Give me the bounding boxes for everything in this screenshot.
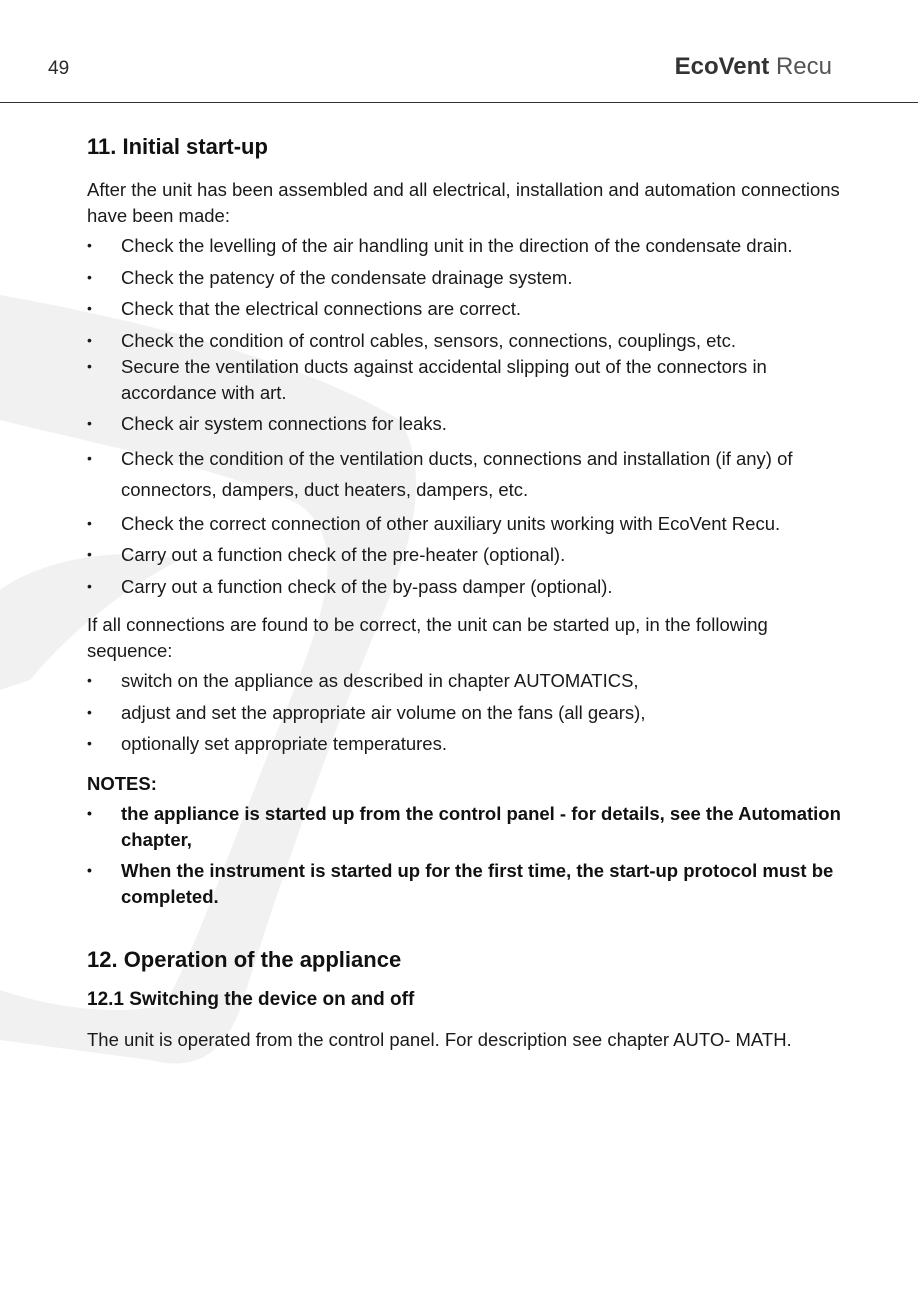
list-item-text: Carry out a function check of the by-pass damper (optional). — [121, 575, 613, 597]
bullet-icon: • — [87, 300, 92, 316]
page-header — [0, 0, 920, 104]
list-item-text: Check the correct connection of other auxiliary units working with EcoVent Recu. — [121, 512, 781, 534]
bullet-icon: • — [87, 703, 92, 720]
list-item-text: optionally set appropriate temperatures. — [121, 733, 447, 754]
bullet-icon: • — [87, 735, 92, 751]
section-12-body: The unit is operated from the control panel. For description see chapter AUTO- MATH. — [87, 1029, 792, 1050]
document-body — [87, 132, 857, 1053]
notes-heading: NOTES: — [87, 772, 157, 794]
bullet-icon: • — [87, 449, 92, 466]
list-item-text: Secure the ventilation ducts against accidental slipping out of the connectors in accordance with art. — [121, 356, 767, 403]
bullet-icon: • — [87, 805, 92, 821]
list-item — [87, 858, 857, 909]
bullet-icon: • — [87, 672, 92, 688]
brand-logo — [675, 53, 832, 81]
bullet-icon: • — [87, 331, 92, 348]
list-item — [87, 731, 857, 757]
bullet-icon: • — [87, 237, 92, 253]
list-item-text: When the instrument is started up for the first time, the start-up protocol must be completed. — [121, 860, 834, 907]
page-number: 49 — [48, 58, 70, 79]
list-item-text: Carry out a function check of the pre-heater (optional). — [121, 544, 566, 565]
bullet-icon: • — [87, 358, 92, 374]
list-item — [87, 801, 857, 852]
list-item-text: Check the condition of control cables, sensors, connections, couplings, etc. — [121, 329, 736, 351]
section-11-intro: After the unit has been assembled and all electrical, installation and automation connections have been made: — [87, 179, 840, 226]
sequence-intro: If all connections are found to be correct, the unit can be started up, in the following sequence: — [87, 614, 768, 661]
bullet-icon: • — [87, 268, 92, 285]
brand-name-light: Recu — [775, 53, 832, 80]
list-item — [87, 411, 857, 437]
list-item — [87, 511, 857, 537]
notes-list — [87, 801, 857, 909]
section-12-1-title: 12.1 Switching the device on and off — [87, 989, 415, 1010]
list-item — [87, 700, 857, 726]
bullet-icon: • — [87, 514, 92, 531]
list-item — [87, 668, 857, 694]
brand-name-strong: EcoVent — [674, 53, 770, 80]
bullet-icon: • — [87, 415, 92, 431]
startup-checklist — [87, 233, 857, 599]
list-item — [87, 542, 857, 568]
list-item — [87, 574, 857, 600]
list-item-text: adjust and set the appropriate air volume on the fans (all gears), — [121, 701, 646, 723]
header-divider — [0, 102, 918, 103]
bullet-icon: • — [87, 546, 92, 562]
list-item-text: Check air system connections for leaks. — [121, 413, 447, 434]
section-11-title: 11. Initial start-up — [87, 134, 268, 159]
list-item-text: Check the patency of the condensate drainage system. — [121, 266, 573, 288]
bullet-icon: • — [87, 577, 92, 594]
list-item — [87, 354, 857, 405]
bullet-icon: • — [87, 862, 92, 878]
list-item — [87, 233, 857, 259]
list-item — [87, 328, 857, 354]
section-12-title: 12. Operation of the appliance — [87, 947, 402, 972]
list-item-text: the appliance is started up from the control panel - for details, see the Automation chapter, — [121, 803, 841, 850]
list-item — [87, 296, 857, 322]
list-item-text: Check the condition of the ventilation ducts, connections and installation (if any) of connectors, dampers, duct heaters, dampers, etc. — [121, 447, 793, 500]
list-item — [87, 265, 857, 291]
list-item — [87, 443, 857, 505]
list-item-text: Check the levelling of the air handling unit in the direction of the condensate drain. — [121, 235, 793, 256]
list-item-text: switch on the appliance as described in chapter AUTOMATICS, — [121, 670, 639, 691]
list-item-text: Check that the electrical connections are correct. — [121, 298, 521, 319]
startup-sequence — [87, 668, 857, 757]
